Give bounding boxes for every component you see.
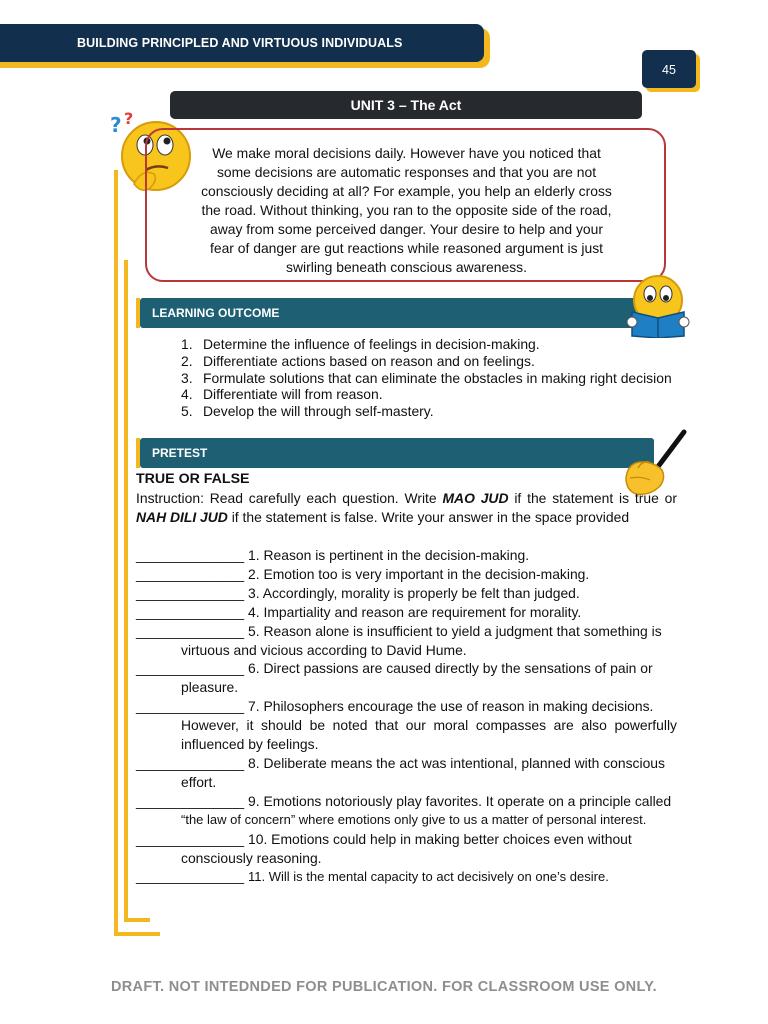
item-text: Determine the influence of feelings in decision-making. (203, 336, 540, 352)
question-continuation: virtuous and vicious according to David Hume. (181, 641, 467, 658)
list-item (181, 370, 681, 387)
pretest-item (136, 697, 677, 754)
intro-paragraph: We make moral decisions daily. However have you noticed that some decisions are automatic responses and that you are not consciously deciding at all? For example, you help an elderly cross the road. Without thinking, you ran to the opposite side of the road, away from some perceived danger. Your desire to help and your fear of danger are gut reactions while reasoned argument is just swirling beneath conscious awareness. (145, 128, 666, 282)
instruction-text: Instruction: Read carefully each question. Write (136, 490, 443, 506)
pretest-item (136, 830, 677, 868)
inner-rail (124, 260, 128, 920)
answer-blank[interactable]: ______________ (136, 754, 245, 771)
item-number: 3. (181, 369, 193, 386)
pretest-title: TRUE OR FALSE (136, 471, 250, 487)
answer-blank[interactable]: ______________ (136, 830, 245, 847)
question-continuation: effort. (181, 773, 217, 790)
true-term: MAO JUD (442, 490, 509, 506)
list-item (181, 336, 681, 353)
question-text: 8. Deliberate means the act was intentional, planned with conscious (248, 754, 665, 771)
instruction-text: if the statement is true or (508, 490, 678, 506)
draft-footer: DRAFT. NOT INTEDNDED FOR PUBLICATION. FOR CLASSROOM USE ONLY. (111, 979, 657, 995)
false-term: NAH DILI JUD (136, 509, 228, 525)
question-text: 1. Reason is pertinent in the decision-making. (248, 547, 530, 563)
answer-blank[interactable]: ______________ (136, 622, 245, 639)
question-continuation: pleasure. (181, 679, 239, 696)
pretest-heading: PRETEST (140, 438, 654, 468)
item-number: 5. (181, 403, 193, 420)
answer-blank[interactable]: ______________ (136, 565, 245, 582)
pretest-items (136, 546, 677, 887)
page-header: BUILDING PRINCIPLED AND VIRTUOUS INDIVIDUALS (0, 24, 484, 62)
left-rail-foot (114, 932, 160, 936)
question-continuation: “the law of concern” where emotions only give to us a matter of personal interest. (181, 811, 647, 827)
item-text: Differentiate actions based on reason and on feelings. (203, 352, 535, 369)
item-text: Formulate solutions that can eliminate the obstacles in making right decision (203, 369, 672, 386)
pretest-item (136, 546, 677, 565)
item-text: Differentiate will from reason. (203, 386, 383, 403)
item-number: 1. (181, 336, 193, 352)
question-continuation: consciously reasoning. (181, 849, 322, 866)
pretest-item (136, 603, 677, 622)
item-text: Develop the will through self-mastery. (203, 403, 434, 420)
question-text: 3. Accordingly, morality is properly be felt than judged. (248, 584, 580, 601)
reading-emoji-icon (624, 272, 692, 338)
question-continuation: However, it should be noted that our moral compasses are also powerfully influenced by feelings. (181, 717, 677, 753)
list-item (181, 353, 681, 370)
question-text: 5. Reason alone is insufficient to yield a judgment that something is (248, 622, 662, 639)
answer-blank[interactable]: ______________ (136, 547, 245, 563)
answer-blank[interactable]: ______________ (136, 660, 245, 677)
list-item (181, 403, 681, 420)
pretest-item (136, 565, 677, 584)
question-text: 2. Emotion too is very important in the decision-making. (248, 565, 590, 582)
answer-blank[interactable]: ______________ (136, 584, 245, 601)
learning-outcome-list (181, 336, 681, 420)
question-text: 10. Emotions could help in making better choices even without (248, 830, 632, 847)
pretest-item (136, 659, 677, 697)
answer-blank[interactable]: ______________ (136, 868, 245, 885)
svg-text:?: ? (124, 109, 134, 128)
pretest-item (136, 867, 677, 887)
answer-blank[interactable]: ______________ (136, 792, 245, 809)
pretest-item (136, 792, 677, 830)
question-text: 9. Emotions notoriously play favorites. It operate on a principle called (248, 792, 672, 809)
pretest-item (136, 622, 677, 660)
learning-outcome-heading: LEARNING OUTCOME (140, 298, 648, 328)
answer-blank[interactable]: ______________ (136, 603, 245, 620)
item-number: 4. (181, 386, 193, 403)
list-item (181, 386, 681, 403)
instruction-text: if the statement is false. Write your answer in the space provided (227, 509, 630, 525)
question-text: 11. Will is the mental capacity to act decisively on one’s desire. (248, 869, 609, 885)
pretest-item (136, 584, 677, 603)
item-number: 2. (181, 352, 193, 369)
question-text: 4. Impartiality and reason are requirement for morality. (248, 603, 582, 620)
left-rail (114, 170, 118, 932)
unit-title: UNIT 3 – The Act (170, 91, 642, 119)
inner-rail-foot (124, 918, 150, 922)
question-text: 7. Philosophers encourage the use of reason in making decisions. (248, 698, 654, 715)
question-text: 6. Direct passions are caused directly by the sensations of pain or (248, 660, 653, 677)
svg-text:?: ? (110, 113, 122, 137)
pretest-item (136, 754, 677, 792)
pretest-instruction (136, 489, 677, 527)
page-number: 45 (642, 50, 696, 88)
answer-blank[interactable]: ______________ (136, 698, 245, 715)
